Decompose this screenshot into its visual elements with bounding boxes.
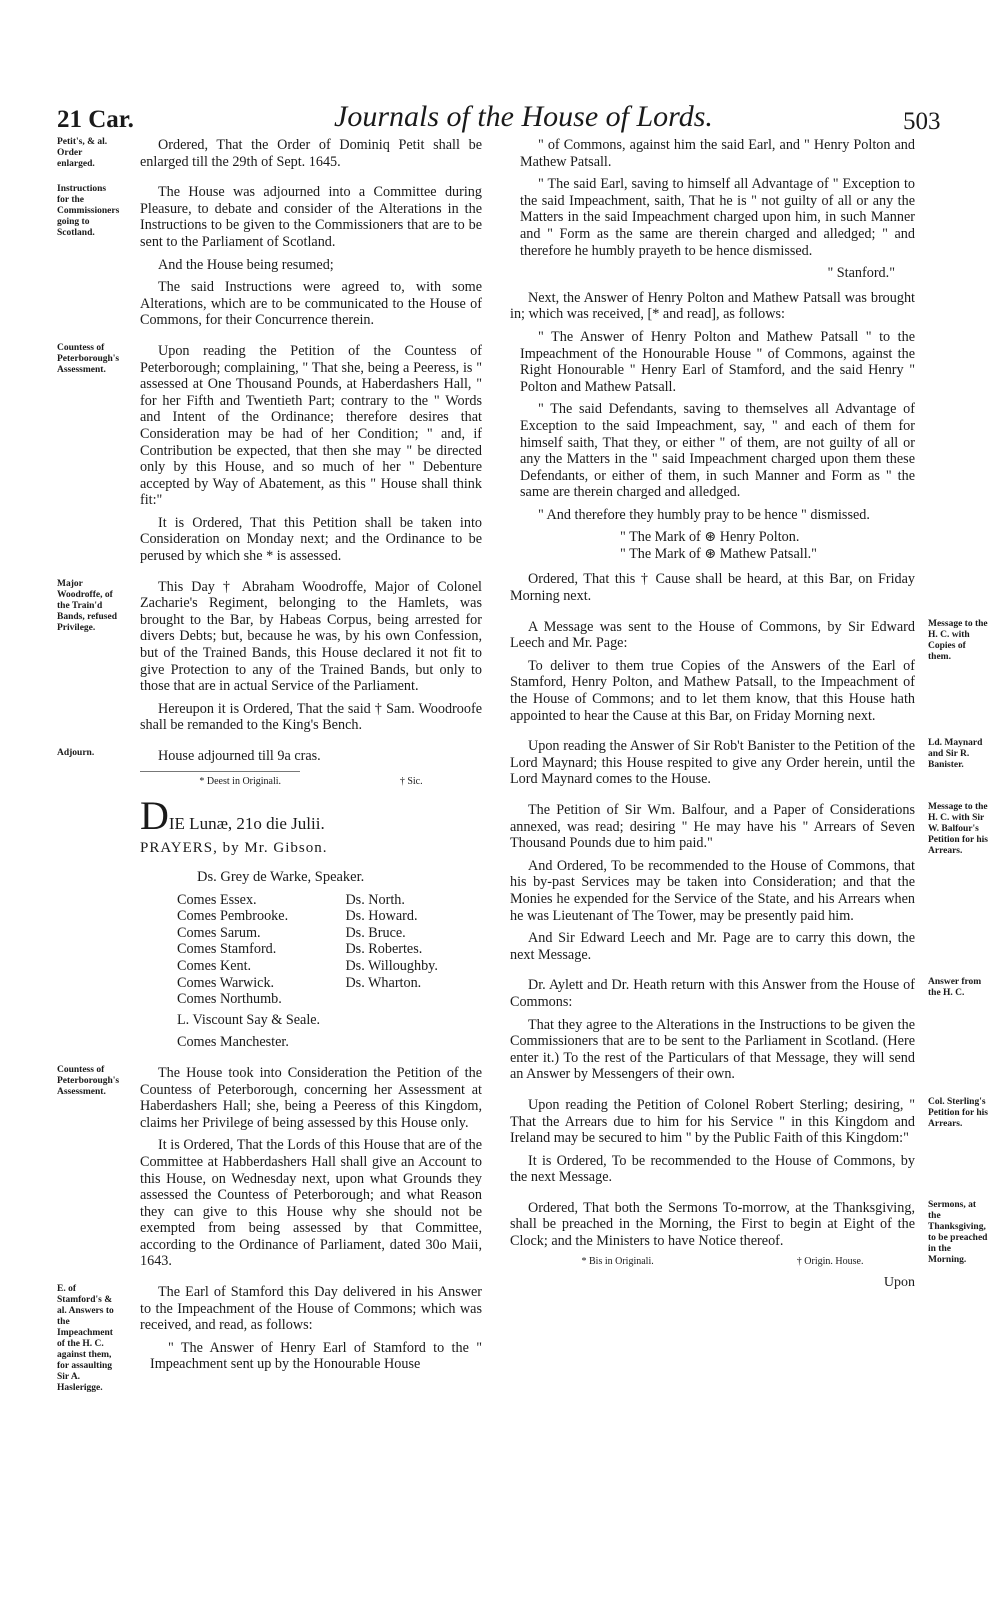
entry-text: Next, the Answer of Henry Polton and Mathew Patsall was brought in; which was received, [* and read], as follows:: [510, 289, 915, 323]
entry-stamford-answers: [57, 1284, 482, 1394]
footnote: † Origin. House.: [796, 1255, 864, 1267]
left-column: [57, 137, 482, 1394]
header-title: Journals of the House of Lords.: [334, 100, 713, 133]
entry-quote: " The Answer of Henry Earl of Stamford to the " Impeachment sent up by the Honourable House: [150, 1339, 482, 1373]
entry-text: To deliver to them true Copies of the Answers of the Earl of Stamford, Henry Polton, and Mathew Patsall, to the Impeachment of the House of Commons; and to let them know, that this House hath appointed to hear the Cause at this Bar, on Friday Morning next.: [510, 657, 915, 724]
margin-note: Instructions for the Commissioners going to Scotland.: [57, 184, 120, 239]
header-regnal-year: 21 Car.: [57, 106, 134, 133]
footnote: * Deest in Originali.: [199, 775, 282, 787]
roll-entry: Comes Manchester.: [177, 1034, 289, 1051]
roll-entry: Comes Essex.: [177, 891, 257, 908]
entry-text: Upon reading the Petition of Colonel Robert Sterling; desiring, " That the Arrears due to him for his Service " in this Kingdom and Ireland may be secured to him " by the Public Faith of this Kingdom:": [510, 1096, 915, 1147]
prayers-line: PRAYERS, by Mr. Gibson.: [140, 839, 328, 856]
roll-entry: Ds. Willoughby.: [345, 957, 438, 974]
entry-instructions-scotland: [57, 184, 482, 329]
date-heading-text: IE Lunæ, 21o die Julii.: [168, 813, 325, 833]
attendance-roll-extra: [177, 1012, 482, 1051]
entry-text: And the House being resumed;: [158, 256, 334, 273]
entry-countess-assessment: [57, 343, 482, 565]
attendance-roll: [177, 892, 482, 1008]
margin-note: Answer from the H. C.: [928, 977, 982, 999]
margin-note: Countess of Peterborough's Assessment.: [57, 342, 120, 375]
signature: " Stanford.": [827, 265, 895, 282]
roll-entry: Ds. Bruce.: [345, 924, 406, 941]
roll-entry: Comes Warwick.: [177, 974, 275, 991]
footnotes: [510, 1256, 935, 1267]
entry-quote: " The Answer of Henry Polton and Mathew Patsall " to the Impeachment of the Honourable House " of Commons, against the Right Honourable " Henry Earl of Stamford, and the said Henry " Polton and Mathew Patsall.: [520, 328, 915, 395]
marks-block: [620, 529, 915, 563]
roll-entry: Comes Sarum.: [177, 924, 261, 941]
footnotes: [140, 776, 482, 787]
entry-answer-hc: [510, 977, 982, 1083]
entry-text: Ordered, That this † Cause shall be heard, at this Bar, on Friday Morning next.: [510, 571, 915, 605]
entry-text: Upon reading the Petition of the Countess of Peterborough; complaining, " That she, being a Peeress, is " assessed at One Thousand Pounds, at Haberdashers Hall, " for her Fifth and Twentieth Part; contrary to the " Words and Intent of the Ordinance; therefore desires that Consideration may be had of her Condition; " and, if Contribution be expected, that then she may " be directed only by this House, and so much of her " Debenture accepted by Way of Abatement, as this " House shall think fit:": [140, 342, 482, 509]
entry-text: The Earl of Stamford this Day delivered in his Answer to the Impeachment of the House of Commons; which was received, and read, as follows:: [140, 1284, 482, 1334]
roll-entry: Comes Stamford.: [177, 941, 277, 958]
date-heading: [140, 792, 482, 838]
entry-message-copies: [510, 618, 988, 725]
entry-text: House adjourned till 9a cras.: [158, 748, 321, 764]
entry-sterling: [510, 1096, 988, 1186]
mark-line: " The Mark of ⊛ Mathew Patsall.": [620, 546, 817, 563]
roll-entry: Ds. Robertes.: [345, 941, 423, 958]
entry-text: Hereupon it is Ordered, That the said † Sam. Woodroofe shall be remanded to the King's Bench.: [140, 700, 482, 734]
entry-countess-assessment-2: [57, 1065, 482, 1270]
entry-text: And Ordered, To be recommended to the House of Commons, that his by-past Services may be taken into Consideration; and that the Monies he expended for the Service of the State, and his Arrears when he was Lieutenant of The Tower, may be presently paid him.: [510, 857, 915, 924]
entry-text: Dr. Aylett and Dr. Heath return with this Answer from the House of Commons:: [510, 977, 915, 1010]
roll-column-comites: [177, 892, 345, 1008]
entry-text: A Message was sent to the House of Commons, by Sir Edward Leech and Mr. Page:: [510, 618, 915, 652]
margin-note: Col. Sterling's Petition for his Arrears.: [928, 1096, 988, 1129]
entry-petit-order: [57, 137, 482, 170]
roll-entry: Comes Northumb.: [177, 991, 282, 1008]
page-header: [0, 78, 992, 135]
speaker-line: Ds. Grey de Warke, Speaker.: [197, 868, 365, 885]
page-number: 503: [903, 108, 941, 135]
margin-note: Petit's, & al. Order enlarged.: [57, 137, 108, 169]
margin-note: E. of Stamford's & al. Answers to the Impeachment of the H. C. against them, for assaulting Sir A. Haslerigge.: [57, 1284, 114, 1394]
entry-quote: " And therefore they humbly pray to be hence " dismissed.: [538, 506, 870, 523]
footnote: * Bis in Originali.: [581, 1255, 654, 1267]
entry-quote: " of Commons, against him the said Earl, and " Henry Polton and Mathew Patsall.: [520, 137, 915, 170]
entry-text: It is Ordered, That this Petition shall be taken into Consideration on Monday next; and the Ordinance to be perused by which she * is assessed.: [140, 514, 482, 565]
entry-text: The said Instructions were agreed to, with some Alterations, which are to be communicated to the House of Commons, for their Concurrence therein.: [140, 279, 482, 329]
entry-maynard-banister: [510, 738, 983, 788]
entry-text: And Sir Edward Leech and Mr. Page are to carry this down, the next Message.: [510, 930, 915, 963]
roll-entry: Ds. Wharton.: [345, 974, 422, 991]
entry-text: It is Ordered, That the Lords of this House that are of the Committee at Habberdashers Hall shall give an Account to this House, on Wednesday next, upon what Grounds they assessed the Countess of Peterborough; and what Reason they can give to this House why she should not be exempted from being assessed by that Committee, according to the Ordinance of Parliament, dated 30o Maii, 1643.: [140, 1137, 482, 1270]
catchword: Upon: [883, 1274, 915, 1290]
mark-line: " The Mark of ⊛ Henry Polton.: [620, 529, 800, 546]
margin-note: Message to the H. C. with Copies of them.: [928, 618, 988, 662]
margin-note: Major Woodroffe, of the Train'd Bands, refused Privilege.: [57, 578, 118, 633]
margin-note: Message to the H. C. with Sir W. Balfour's Petition for his Arrears.: [928, 802, 988, 856]
entry-balfour: [510, 802, 988, 963]
entry-quote: " The said Defendants, saving to themselves all Advantage of Exception to the said Impeachment, say, " and each of them for himself saith, That they, or either " of them, are not guilty of all or any the Matters in the " said Impeachment charged upon them these Defendants, or either of them, in such Manner and Form as " the same are therein charged and alledged.: [520, 401, 915, 501]
entry-woodroffe: [57, 579, 482, 734]
entry-adjourn: [57, 748, 482, 765]
entry-text: Ordered, That the Order of Dominiq Petit shall be enlarged till the 29th of Sept. 1645.: [140, 137, 482, 170]
entry-text: Upon reading the Answer of Sir Rob't Banister to the Petition of the Lord Maynard; this House respited to give any Order herein, until the Lord Maynard comes to the House.: [510, 738, 915, 788]
roll-entry: Comes Kent.: [177, 957, 252, 974]
entry-text: That they agree to the Alterations in the Instructions to be given the Commissioners that are to be sent to the Parliament in Scotland. (Here enter it.) To the rest of the Particulars of that Message, they will send an Answer by Messengers of their own.: [510, 1016, 915, 1083]
entry-text: The Petition of Sir Wm. Balfour, and a Paper of Considerations annexed, was read; desiring " He may have his " Arrears of Seven Thousand Pounds due to him paid.": [510, 802, 915, 852]
entry-text: The House took into Consideration the Petition of the Countess of Peterborough, concerning her Assessment at Haberdashers Hall; she, being a Peeress of this Kingdom, claims her Privilege of being assessed by this House only.: [140, 1064, 482, 1131]
entry-quote: " The said Earl, saving to himself all Advantage of " Exception to the said Impeachment, saith, That he is " not guilty of all or any the Matters in the said Impeachment charged upon him, in such Manner and " Form as the same are therein charged and alledged; " and therefore he humbly prayeth to be hence dismissed.: [520, 176, 915, 259]
footnote: † Sic.: [399, 775, 423, 787]
right-column: [510, 137, 988, 1291]
roll-entry: Ds. North.: [345, 891, 405, 908]
entry-text: Ordered, That both the Sermons To-morrow, at the Thanksgiving, shall be preached in the Morning, the First to begin at Eight of the Clock; and the Ministers to have Notice thereof.: [510, 1199, 915, 1250]
margin-note: Countess of Peterborough's Assessment.: [57, 1064, 120, 1097]
entry-text: The House was adjourned into a Committee during Pleasure, to debate and consider of the Alterations in the Instructions to be given to the Commissioners that are to be sent to the Parliament of Scotland.: [140, 184, 482, 250]
roll-entry: Comes Pembrooke.: [177, 908, 289, 925]
roll-entry: L. Viscount Say & Seale.: [177, 1011, 321, 1028]
entry-text: It is Ordered, To be recommended to the House of Commons, by the next Message.: [510, 1152, 915, 1186]
roll-column-domini: [345, 892, 482, 1008]
margin-note: Ld. Maynard and Sir R. Banister.: [928, 738, 983, 771]
entry-text: This Day † Abraham Woodroffe, Major of Colonel Zacharie's Regiment, belonging to the Hamlets, was brought to the Bar, by Habeas Corpus, being arrested for divers Debts; but, because he was, by his own Confession, but of the Trained Bands, this House declared it not fit to give Protection to any of the Trained Bands, but only to those that are in actual Service of the Parliament.: [140, 578, 482, 695]
margin-note: Adjourn.: [57, 748, 95, 758]
margin-note: Sermons, at the Thanksgiving, to be preached in the Morning.: [928, 1199, 988, 1265]
roll-entry: Ds. Howard.: [345, 908, 418, 925]
drop-cap: D: [140, 792, 169, 838]
